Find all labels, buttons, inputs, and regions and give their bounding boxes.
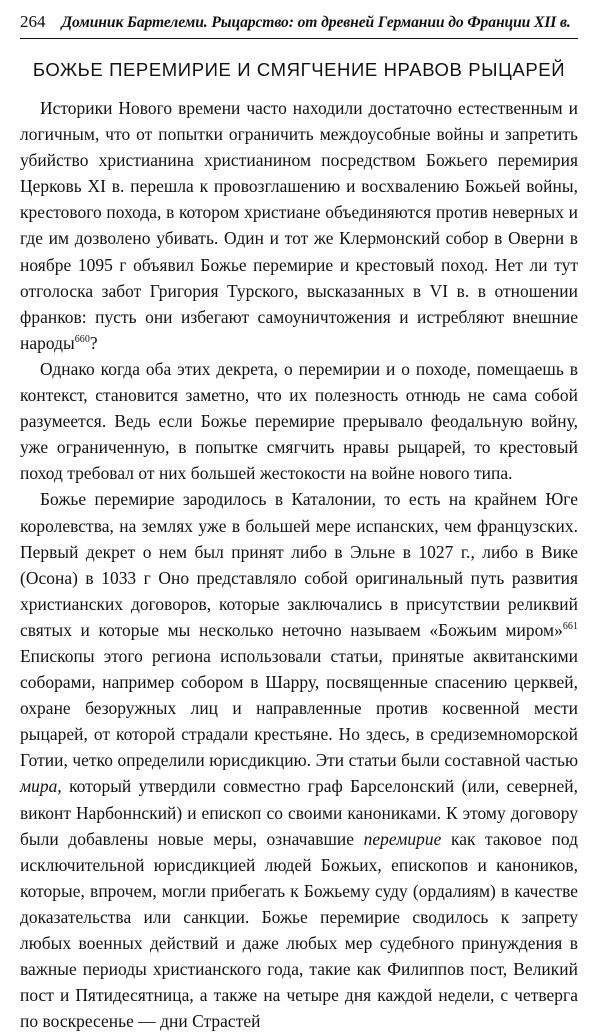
page-number: 264 — [20, 12, 46, 31]
paragraph-3 — [20, 486, 578, 1034]
paragraph-3-part-1: Божье перемирие зародилось в Каталонии, то есть на крайнем Юге королевства, на землях уже в большей мере испанских, чем французских. Первый декрет о нем был принят либо в Эльне в 1027 г., либо в Вике (Осона) в 1033 г Оно представляло собой оригинальный путь развития христианских договоров, которые заключались в присутствии реликвий святых и которые мы несколько неточно называем «Божьим миром» — [20, 489, 578, 640]
paragraph-1 — [20, 95, 578, 356]
paragraph-3-part-3: , который утвердили совместно граф Барселонский (или, северней, виконт Нарбоннский) и епископ со своими канониками. К этому договору были добавлены новые меры, означавшие — [20, 776, 578, 849]
footnote-ref-661: 661 — [562, 621, 578, 633]
paragraph-3-part-2: Епископы этого региона использовали статьи, принятые аквитанскими соборами, например собором в Шарру, посвященные спасению церквей, охране безоружных лиц и направленные против косвенной мести рыцарей, от которой страдали крестьяне. Но здесь, в средиземноморской Готии, четко определили юрисдикцию. Эти статьи были составной частью — [20, 645, 578, 771]
paragraph-2: Однако когда оба этих декрета, о перемирии и о походе, помещаешь в контекст, становится заметно, что их полезность отнюдь не сама собой разумеется. Ведь если Божье перемирие прерывало феодальную войну, уже ограниченную, в попытке смягчить нравы рыцарей, то крестовый поход требовал от них большей жестокости на войне нового типа. — [20, 358, 578, 484]
running-header — [20, 12, 578, 39]
italic-term-peremirie: перемирие — [363, 828, 442, 849]
paragraph-1-end: ? — [89, 332, 98, 353]
body-text — [20, 95, 578, 1034]
chapter-title: БОЖЬЕ ПЕРЕМИРИЕ И СМЯГЧЕНИЕ НРАВОВ РЫЦАРЕЙ — [32, 59, 566, 80]
paragraph-1-text: Историки Нового времени часто находили достаточно естественным и логичным, что от попытки ограничить междоусобные войны и запретить убийство христианина христианином посредством Божьего перемирия Церковь XI в. перешла к провозглашению и восхвалению Божьей войны, крестового похода, в котором христиане объединяются против неверных и где им дозволено убивать. Один и тот же Клермонский собор в Оверни в ноябре 1095 г объявил Божье перемирие и крестовый поход. Нет ли тут отголоска забот Григория Турского, высказанных в VI в. в отношении франков: пусть они избегают самоуничтожения и истребляют внешние народы — [20, 98, 578, 353]
italic-term-mira: мира — [20, 776, 58, 797]
footnote-ref-660: 660 — [74, 334, 90, 346]
running-book-title: Доминик Бартелеми. Рыцарство: от древней Германии до Франции XII в. — [61, 14, 571, 31]
paragraph-3-part-4: как таковое под исключительной юрисдикцией людей Божьих, епископов и каноников, которые, впрочем, могли прибегать к Божьему суду (ордалиям) в качестве доказательства или санкции. Божье перемирие сводилось к запрету любых военных действий и даже любых мер судебного принуждения в важные периоды христианского года, такие как Филиппов пост, Великий пост и Пятидесятница, а также на четыре дня каждой недели, с четверга по воскресенье — дни Страстей — [20, 828, 578, 1032]
